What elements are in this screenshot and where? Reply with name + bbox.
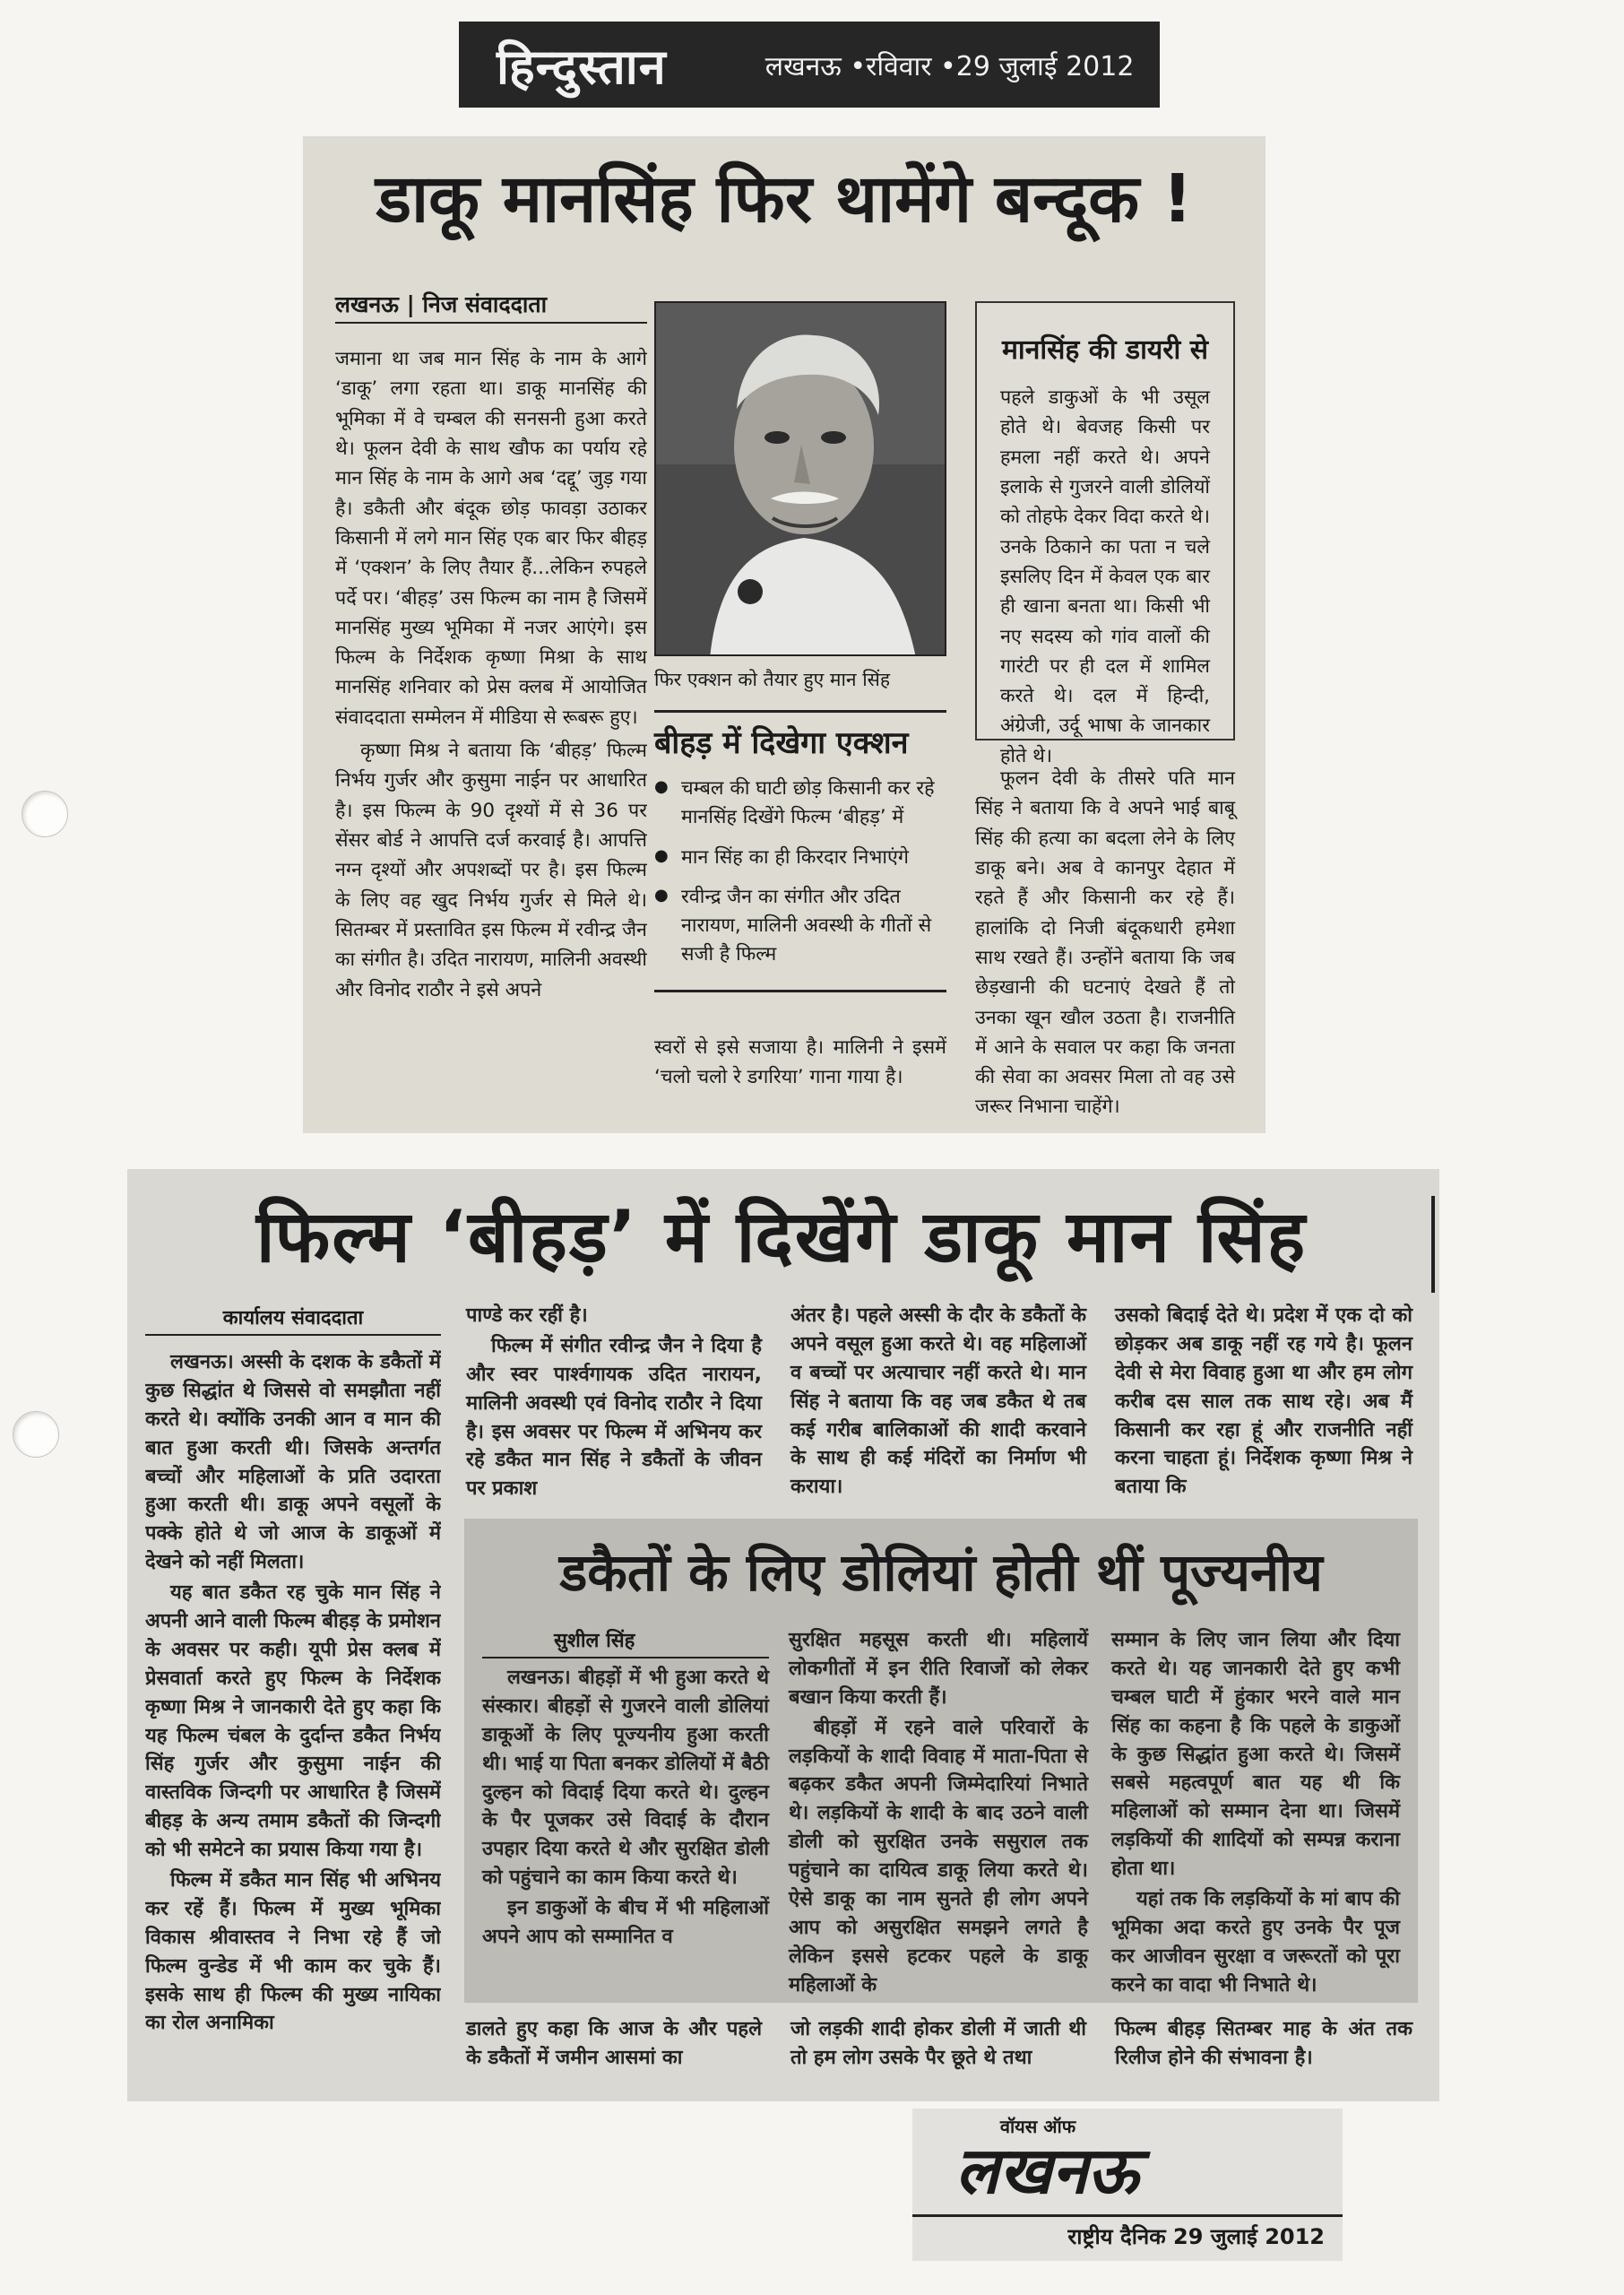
newspaper-masthead [459,22,1160,108]
article-column-4 [1115,1302,1412,1503]
headline-edge-rule [1431,1196,1435,1293]
highlight-item: ● मान सिंह का ही किरदार निभाएंगे [654,844,946,872]
paragraph: अंतर है। पहले अस्सी के दौर के डकैतों के अपने वसूल हुआ करते थे। वह महिलाओं व बच्चों पर अत्याचार नहीं करते थे। मान सिंह ने बताया कि वह जब डकैत थे तब कई गरीब बालिकाओं की शादी करवाने के साथ ही कई मंदिरों का निर्माण भी कराया। [790,1304,1087,1499]
paper-name: हिन्दुस्तान [497,39,667,95]
inner-column-1 [482,1664,769,1953]
column-break-rule [654,990,946,992]
paragraph: पहले डाकुओं के भी उसूल होते थे। बेवजह किसी पर हमला नहीं करते थे। अपने इलाके से गुजरने वाली डोलियों को तोहफे देकर विदा करते थे। उनके ठिकाने का पता न चले इसलिए दिन में केवल एक बार ही खाना बनता था। किसी भी नए सदस्य को गांव वालों की गारंटी पर ही दल में शामिल करते थे। दल में हिन्दी, अंग्रेजी, उर्दू भाषा के जानकार होते थे। [1000,386,1210,767]
paragraph: सुरक्षित महसूस करती थी। महिलायें लोकगीतों में इन रीति रिवाजों को लेकर बखान किया करती हैं। [789,1629,1088,1709]
inner-column-2 [789,1626,1088,2002]
voice-of-lucknow-logo [912,2109,1343,2261]
paragraph: स्वरों से इसे सजाया है। मालिनी ने इसमें ‘चलो चलो रे डगरिया’ गाना गाया है। [654,1036,946,1089]
inner-headline: डकैतों के लिए डोलियां होती थीं पूज्यनीय [559,1542,1323,1603]
highlight-item: ● चम्बल की घाटी छोड़ किसानी कर रहे मानसिंह दिखेंगे फिल्म ‘बीहड़’ में [654,775,946,833]
paragraph: यह बात डकैत रह चुके मान सिंह ने अपनी आने वाली फिल्म बीहड़ के प्रमोशन के अवसर पर कही। यूपी प्रेस क्लब में प्रेसवार्ता करते हुए फिल्म के निर्देशक कृष्णा मिश्र ने जानकारी देते हुए कहा कि यह फिल्म चंबल के दुर्दान्त डकैत निर्भय सिंह गुर्जर और कुसुमा नाईन की वास्तविक जिन्दगी पर आधारित है जिसमें बीहड़ के अन्य तमाम डकैतों की जिन्दगी को भी समेटने का प्रयास किया गया है। [145,1581,441,1862]
subhead-rule [654,710,946,713]
paragraph: फिल्म बीहड़ सितम्बर माह के अंत तक रिलीज होने की संभावना है। [1115,2018,1412,2069]
paragraph: बीहड़ों में रहने वाले परिवारों के लड़कियों के शादी विवाह में माता-पिता से बढ़कर डकैत अपनी जिम्मेदारियां निभाते थे। लड़कियों के शादी के बाद उठने वाली डोली को सुरक्षित उनके ससुराल तक पहुंचाने का दायित्व डाकू लिया करते थे। ऐसे डाकू का नाम सुनते ही लोग अपने आप को असुरक्षित समझने लगते है लेकिन इससे हटकर पहले के डाकू महिलाओं के [789,1716,1088,1996]
logo-rule [912,2214,1343,2217]
highlight-item: ● रवीन्द्र जैन का संगीत और उदित नारायण, मालिनी अवस्थी के गीतों से सजी है फिल्म [654,883,946,970]
paragraph: यहां तक कि लड़कियों के मां बाप की भूमिका अदा करते हुए उनके पैर पूज कर आजीवन सुरक्षा व जरूरतों को पूरा करने का वादा भी निभाते थे। [1111,1888,1400,1996]
clipping-voice-of-lucknow [127,1169,1439,2101]
paragraph: पाण्डे कर रहीं है। [466,1304,588,1327]
subhead: बीहड़ में दिखेगा एक्शन [654,725,909,761]
paragraph: इन डाकुओं के बीच में भी महिलाओं अपने आप को सम्मानित व [482,1897,769,1949]
photo-caption: फिर एक्शन को तैयार हुए मान सिंह [654,669,891,690]
logo-main-text: लखनऊ [955,2133,1139,2208]
paragraph: डालते हुए कहा कि आज के और पहले के डकैतों में जमीन आसमां का [466,2018,762,2069]
headline: फिल्म ‘बीहड़’ में दिखेंगे डाकू मान सिंह [255,1195,1308,1278]
punch-hole-top [22,791,68,837]
article-column-1 [335,344,647,1088]
paragraph: सम्मान के लिए जान लिया और दिया करते थे। यह जानकारी देते हुए कभी चम्बल घाटी में हुंकार भरने वाले मान सिंह का कहना है कि पहले के डाकुओं के कुछ सिद्धांत हुआ करते थे। जिसमें सबसे महत्वपूर्ण बात यह थी कि महिलाओं को सम्मान देना था। जिसमें लड़कियों की शादियों को सम्पन्न कराना होता था। [1111,1629,1400,1881]
inner-story-box [464,1519,1418,2003]
article-column-1 [145,1348,441,2092]
sidebox-title: मानसिंह की डायरी से [1001,334,1209,366]
inner-byline: सुशील सिंह [482,1626,769,1658]
logo-top-text: वॉयस ऑफ [999,2116,1076,2137]
paragraph: फिल्म में संगीत रवीन्द्र जैन ने दिया है और स्वर पार्श्वगायक उदित नारायन, मालिनी अवस्थी एवं विनोद राठौर ने दिया है। इस अवसर पर फिल्म में अभिनय कर रहे डकैत मान सिंह ने डकैतों के जीवन पर प्रकाश [466,1334,762,1501]
inner-column-3 [1111,1626,1400,2002]
paragraph: कृष्णा मिश्र ने बताया कि ‘बीहड़’ फिल्म निर्भय गुर्जर और कुसुमा नाईन पर आधारित है। इस फिल्म के 90 दृश्यों में से 36 पर सेंसर बोर्ड ने आपत्ति दर्ज करवाई है। आपत्ति नग्न दृश्यों और अपशब्दों पर है। इस फिल्म के लिए वह खुद निर्भय गुर्जर से मिले थे। सितम्बर में प्रस्तावित इस फिल्म में रवीन्द्र जैन का संगीत है। उदित नारायण, मालिनी अवस्थी और विनोद राठौर ने इसे अपने [335,740,647,1001]
headline: डाकू मानसिंह फिर थामेंगे बन्दूक ! [376,160,1193,238]
article-column-3 [790,1302,1086,1503]
man-singh-photo [654,301,946,656]
clipping-hindustan [303,136,1266,1133]
masthead-dateline: लखनऊ •रविवार •29 जुलाई 2012 [764,50,1135,82]
article-column-2-tail [654,1033,946,1096]
article-column-4-bottom [1115,2015,1412,2074]
diary-sidebox [975,301,1235,767]
paragraph: जमाना था जब मान सिंह के नाम के आगे ‘डाकू’ लगा रहता था। डाकू मानसिंह की भूमिका में वे चम्बल की सनसनी हुआ करते थे। फूलन देवी के साथ खौफ का पर्याय रहे मान सिंह के नाम के आगे अब ‘दद्दू’ जुड़ गया है। डकैती और बंदूक छोड़ फावड़ा उठाकर किसानी में लगे मान सिंह एक बार फिर बीहड़ में ‘एक्शन’ के लिए तैयार हैं...लेकिन रुपहले पर्दे पर। ‘बीहड़’ उस फिल्म का नाम है जिसमें मानसिंह मुख्य भूमिका में नजर आएंगे। इस फिल्म के निर्देशक कृष्णा मिश्रा के साथ मानसिंह शनिवार को प्रेस क्लब में आयोजित संवाददाता सम्मेलन में मीडिया से रूबरू हुए। [335,348,647,729]
article-column-3 [975,764,1235,1126]
paragraph: लखनऊ। बीहड़ों में भी हुआ करते थे संस्कार। बीहड़ों से गुजरने वाली डोलियां डाकूओं के लिए पूज्यनीय हुआ करती थी। भाई या पिता बनकर डोलियों में बैठी दुल्हन को विदाई दिया करते थे। दुल्हन के पैर पूजकर उसे विदाई के दौरान उपहार दिया करते थे और सुरक्षित डोली को पहुंचाने का काम किया करते थे। [482,1667,769,1890]
paragraph: लखनऊ। अस्सी के दशक के डकैतों में कुछ सिद्धांत थे जिससे वो समझौता नहीं करते थे। क्योंकि उनकी आन व मान की बात हुआ करती थी। जिसके अन्तर्गत बच्चों और महिलाओं के प्रति उदारता हुआ करती थी। डाकू अपने वसूलों के पक्के होते थे जो आज के डाकूओं में देखने को नहीं मिलता। [145,1351,441,1574]
byline: लखनऊ | निज संवाददाता [335,291,548,317]
paragraph: फिल्म में डकैत मान सिंह भी अभिनय कर रहें हैं। फिल्म में मुख्य भूमिका विकास श्रीवास्तव ने निभा रहे हैं जो फिल्म वुन्डेड में भी काम कर चुके हैं। इसके साथ ही फिल्म की मुख्य नायिका का रोल अनामिका [145,1869,441,2035]
highlights-list [654,775,946,981]
article-column-3-bottom [790,2015,1086,2074]
paragraph: फूलन देवी के तीसरे पति मान सिंह ने बताया कि वे अपने भाई बाबू सिंह की हत्या का बदला लेने के लिए डाकू बने। अब वे कानपुर देहात में रहते हैं और किसानी कर रहे हैं। हालांकि दो निजी बंदूकधारी हमेशा साथ रखते हैं। उन्होंने बताया कि जब छेड़खानी की घटनाएं देखते हैं तो उनका खून खौल उठता है। राजनीति में आने के सवाल पर कहा कि जनता की सेवा का अवसर मिला तो वह उसे जरूर निभाना चाहेंगे। [975,767,1235,1119]
logo-date: राष्ट्रीय दैनिक 29 जुलाई 2012 [1067,2224,1325,2249]
portrait-illustration [656,303,946,656]
sidebox-body [977,383,1233,771]
paragraph: उसको बिदाई देते थे। प्रदेश में एक दो को छोड़कर अब डाकू नहीं रह गये है। फूलन देवी से मेरा विवाह हुआ था और हम लोग करीब दस साल तक साथ रहे। अब मैं किसानी कर रहा हूं और राजनीति नहीं करना चाहता हूं। निर्देशक कृष्णा मिश्र ने बताया कि [1115,1304,1412,1499]
article-column-2-bottom [466,2015,762,2074]
reporter-dateline: कार्यालय संवाददाता [145,1303,441,1336]
byline-rule [335,322,647,324]
punch-hole-bottom [13,1411,59,1458]
paragraph: जो लड़की शादी होकर डोली में जाती थी तो हम लोग उसके पैर छूते थे तथा [790,2018,1086,2069]
article-column-2 [466,1302,762,1505]
